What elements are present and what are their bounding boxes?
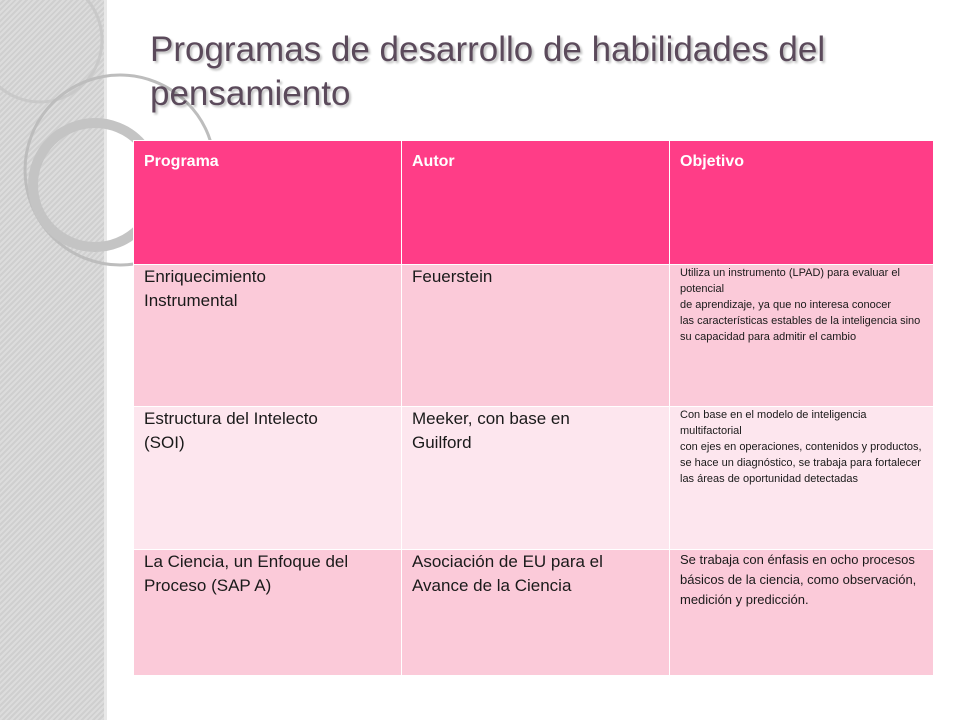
- programs-table: [133, 140, 934, 676]
- cell-programa: [134, 550, 402, 676]
- cell-line: Estructura del Intelecto: [144, 409, 318, 428]
- cell-autor: [402, 550, 670, 676]
- cell-line: Meeker, con base en: [412, 409, 570, 428]
- cell-line: se hace un diagnóstico, se trabaja para fortalecer: [680, 457, 921, 469]
- cell-line: La Ciencia, un Enfoque del: [144, 552, 349, 571]
- cell-line: Instrumental: [144, 291, 238, 310]
- table-row: [134, 550, 934, 676]
- cell-objetivo: [670, 550, 934, 676]
- cell-objetivo: [670, 265, 934, 407]
- table-row: [134, 265, 934, 407]
- cell-line: con ejes en operaciones, contenidos y productos,: [680, 441, 922, 453]
- cell-line: Asociación de EU para el: [412, 552, 603, 571]
- cell-line: Enriquecimiento: [144, 267, 266, 286]
- cell-line: Proceso (SAP A): [144, 576, 272, 595]
- cell-line: de aprendizaje, ya que no interesa conocer: [680, 299, 891, 311]
- cell-autor: [402, 265, 670, 407]
- cell-line: Con base en el modelo de inteligencia multifactorial: [680, 409, 867, 437]
- header-autor: Autor: [402, 141, 670, 265]
- cell-programa: [134, 265, 402, 407]
- cell-line: (SOI): [144, 433, 185, 452]
- cell-line: las características estables de la inteligencia sino: [680, 315, 921, 327]
- header-objetivo: Objetivo: [670, 141, 934, 265]
- cell-autor: [402, 407, 670, 550]
- cell-line: Utiliza un instrumento (LPAD) para evaluar el potencial: [680, 267, 900, 295]
- decorative-side-band: [0, 0, 107, 720]
- table-header-row: [134, 141, 934, 265]
- table-row: [134, 407, 934, 550]
- cell-line: las áreas de oportunidad detectadas: [680, 473, 858, 485]
- cell-programa: [134, 407, 402, 550]
- cell-line: su capacidad para admitir el cambio: [680, 331, 857, 343]
- slide-title: Programas de desarrollo de habilidades del pensamiento: [150, 30, 826, 113]
- cell-line: Avance de la Ciencia: [412, 576, 572, 595]
- cell-line: Guilford: [412, 433, 472, 452]
- cell-objetivo: [670, 407, 934, 550]
- cell-line: Se trabaja con énfasis en ocho procesos básicos de la ciencia, como observación, medición y predicción.: [680, 552, 917, 607]
- cell-line: Feuerstein: [412, 267, 493, 286]
- header-programa: Programa: [134, 141, 402, 265]
